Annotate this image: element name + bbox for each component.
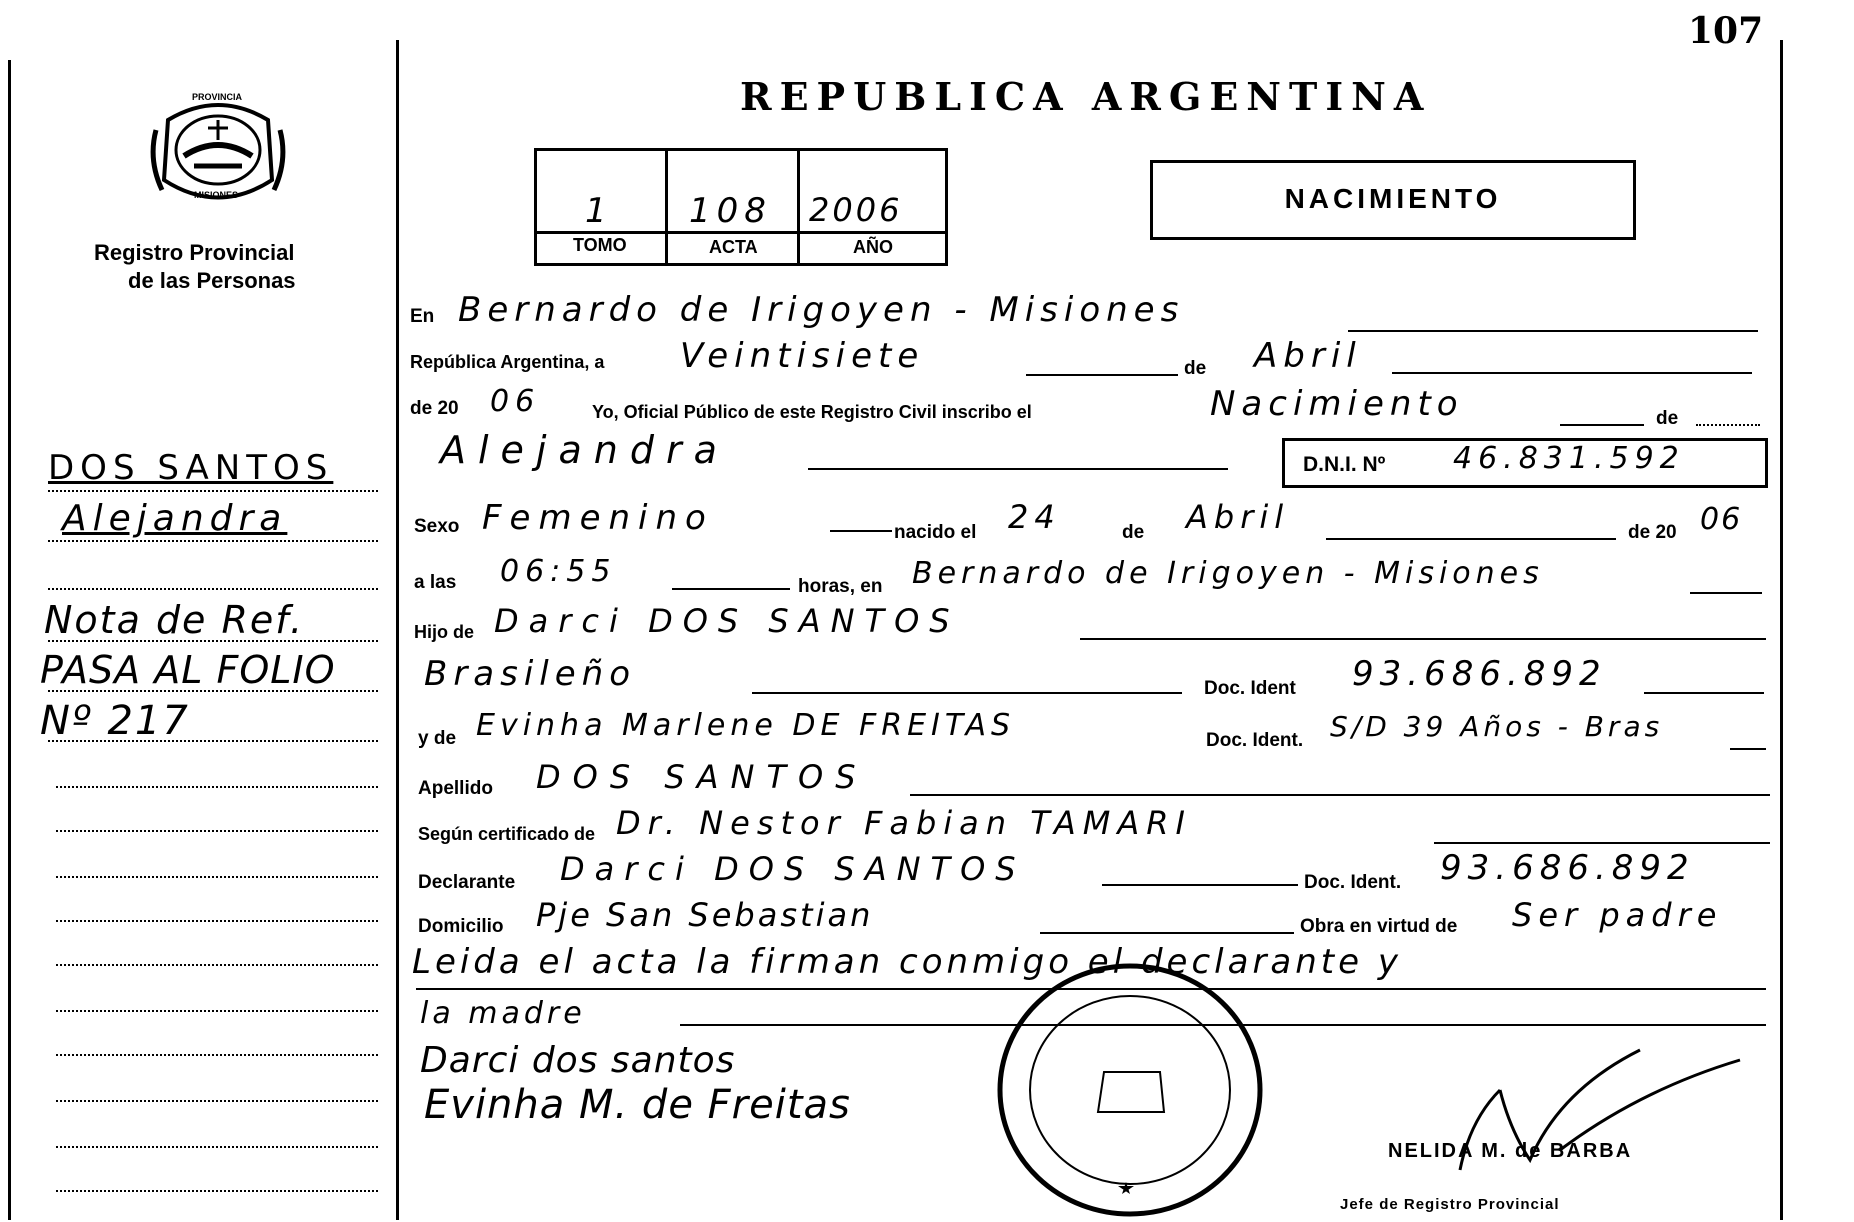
registry-name-line1: Registro Provincial [94,240,295,265]
anio-value: 2006 [809,191,903,229]
margin-note-surname: DOS SANTOS [48,448,334,488]
de20-label-2: de 20 [1628,522,1677,543]
apellido-value: DOS SANTOS [536,758,868,796]
registry-seal [148,90,288,210]
margin-note-ref: Nota de Ref. [44,598,305,642]
child-name: Alejandra [440,428,729,472]
record-type-box [1150,160,1636,240]
de-label: de [1184,358,1207,379]
acta-label: ACTA [709,237,758,257]
tomo-value: 1 [585,191,613,231]
doctor-name: Dr. Nestor Fabian TAMARI [616,804,1192,842]
obra-value: Ser padre [1512,896,1723,934]
tomo-acta-anio-table [534,148,948,266]
dni-label: D.N.I. Nº [1303,453,1386,476]
declarante-doc: 93.686.892 [1440,848,1695,888]
father-signature: Darci dos santos [420,1040,736,1081]
month: Abril [1254,336,1362,376]
official-role: Jefe de Registro Provincial [1340,1196,1560,1213]
sexo-value: Femenino [482,498,714,538]
declarante-name: Darci DOS SANTOS [560,850,1026,888]
yde-label: y de [418,728,457,749]
seal-top-text: PROVINCIA [192,92,243,102]
left-border [8,60,11,1220]
dni-box [1282,438,1768,488]
horas-label: horas, en [798,576,883,597]
country-title: REPUBLICA ARGENTINA [740,74,1432,119]
segun-label: Según certificado de [418,824,596,844]
father-name: Darci DOS SANTOS [494,602,960,640]
doc-label-2: Doc. Ident. [1206,730,1304,751]
official-name: NELIDA M. de BARBA [1388,1140,1633,1162]
republica-label: República Argentina, a [410,352,605,372]
birth-year-suffix: 06 [1700,502,1743,537]
right-border [1780,40,1783,1220]
nacido-label: nacido el [894,522,977,543]
mother-signature: Evinha M. de Freitas [424,1082,851,1128]
page-number: 107 [1688,10,1764,52]
doc-label-3: Doc. Ident. [1304,872,1402,893]
acta-value: 108 [689,191,772,231]
note-line-2: la madre [420,996,586,1031]
mother-name: Evinha Marlene DE FREITAS [476,708,1016,743]
registry-name-line2: de las Personas [128,268,296,293]
inscribo-value: Nacimiento [1210,384,1464,424]
father-doc: 93.686.892 [1352,654,1607,694]
seal-bottom-text: MISIONES [194,190,239,200]
year-suffix: 06 [490,384,541,419]
note-line-1: Leida el acta la firman conmigo el declarante y [412,942,1402,982]
apellido-label: Apellido [418,778,493,799]
obra-label: Obra en virtud de [1300,916,1458,937]
anio-label: AÑO [853,237,893,257]
birth-time: 06:55 [500,554,617,589]
sexo-label: Sexo [414,516,460,537]
official-round-stamp-icon [994,960,1266,1220]
tomo-label: TOMO [573,235,627,255]
declarante-label: Declarante [418,872,516,893]
hijo-label: Hijo de [414,622,475,642]
de20-label: de 20 [410,398,459,419]
domicilio-label: Domicilio [418,916,504,937]
domicilio-value: Pje San Sebastian [536,896,874,934]
margin-note-pasa: PASA AL FOLIO [40,648,336,692]
de-label-3: de [1122,522,1145,543]
birth-place: Bernardo de Irigoyen - Misiones [912,556,1544,591]
birth-month: Abril [1186,498,1290,536]
en-label: En [410,306,435,327]
alas-label: a las [414,572,457,593]
column-divider [396,40,399,1220]
day-written: Veintisiete [680,336,925,376]
father-nationality: Brasileño [424,654,637,694]
dni-value: 46.831.592 [1453,441,1685,476]
record-type-label: NACIMIENTO [1284,183,1502,214]
yo-label: Yo, Oficial Público de este Registro Civil inscribo el [592,402,1032,422]
margin-note-folio: Nº 217 [40,698,190,744]
margin-note-name: Alejandra [62,498,288,539]
de-label-2: de [1656,408,1679,429]
doc-label: Doc. Ident [1204,678,1296,699]
en-value: Bernardo de Irigoyen - Misiones [458,290,1185,330]
official-signature-icon [1440,1030,1760,1190]
birth-day: 24 [1008,498,1061,536]
mother-doc: S/D 39 Años - Bras [1330,710,1664,743]
